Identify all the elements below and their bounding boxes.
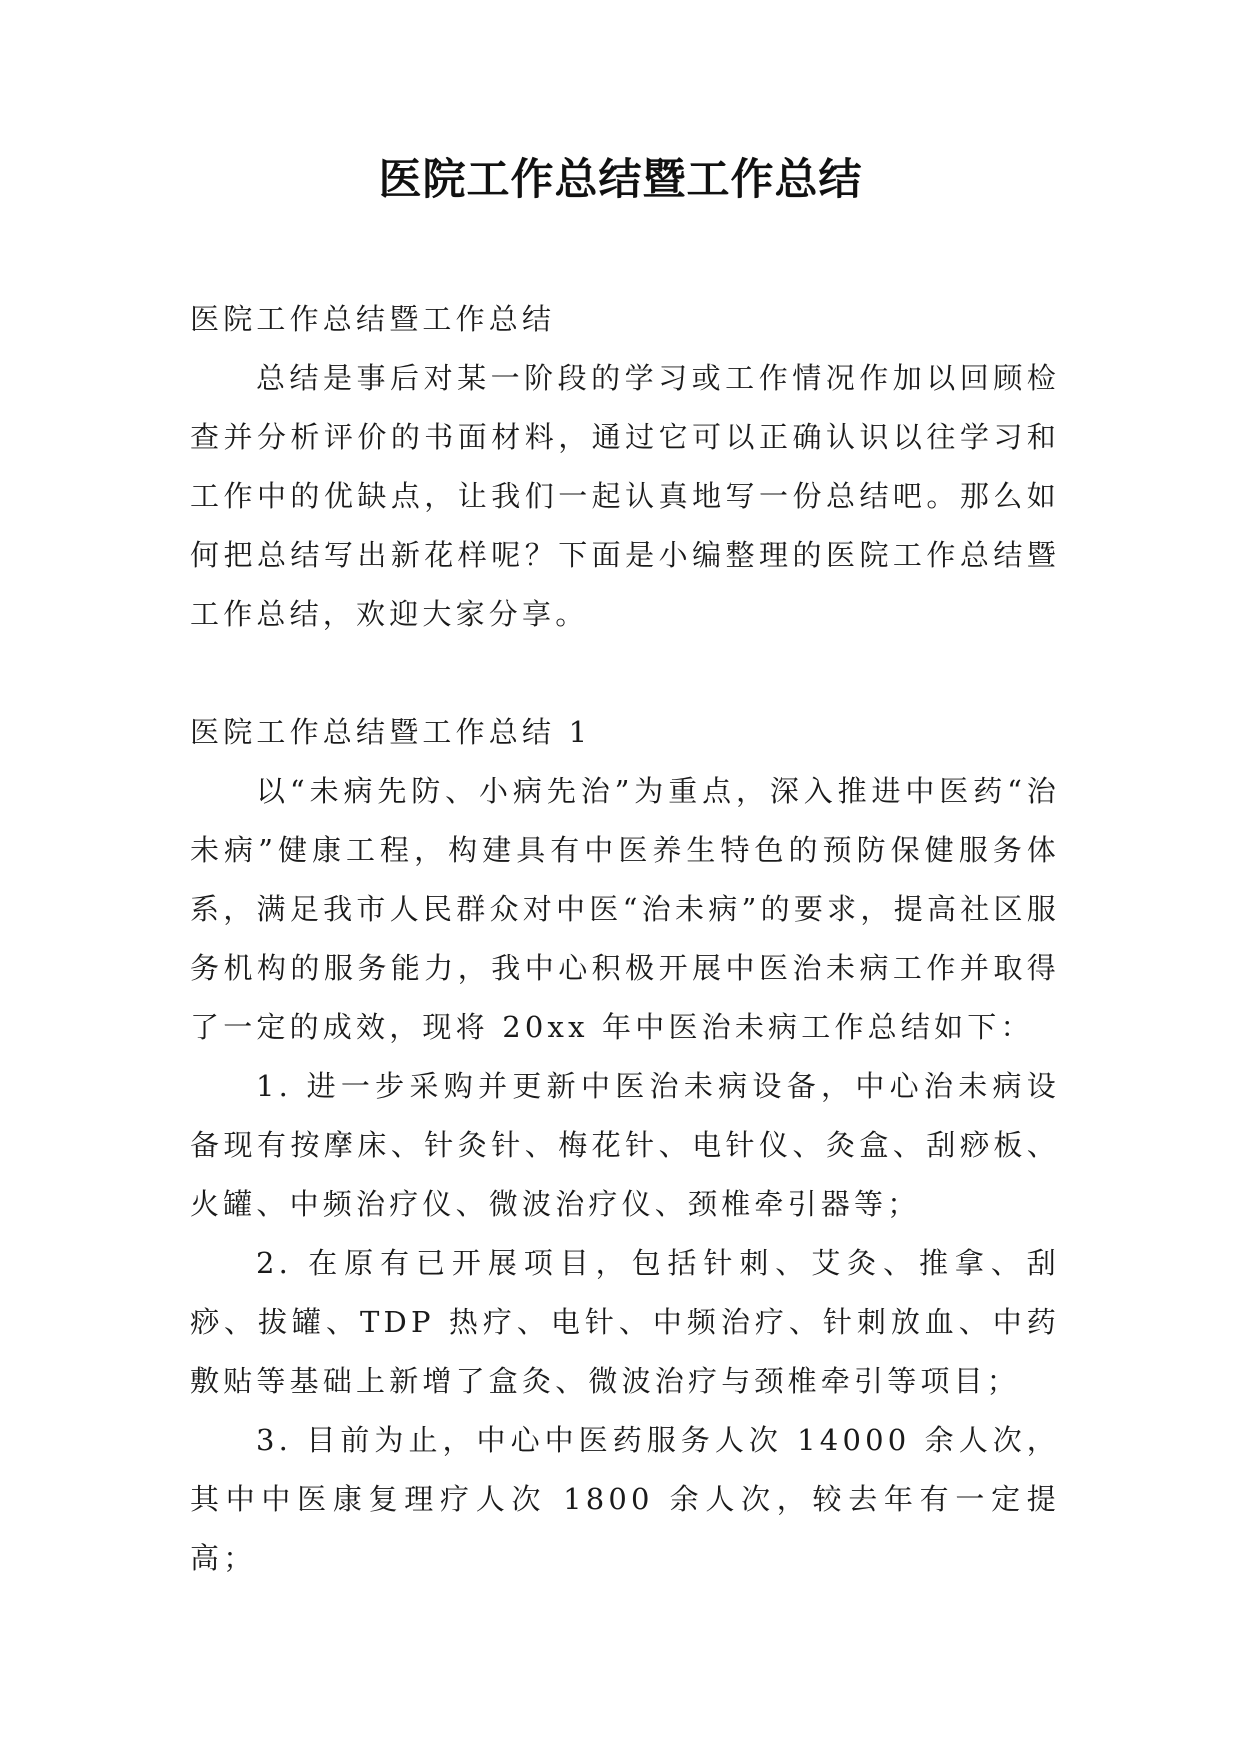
intro-paragraph: 总结是事后对某一阶段的学习或工作情况作加以回顾检查并分析评价的书面材料，通过它可以正确认识以往学习和工作中的优缺点，让我们一起认真地写一份总结吧。那么如何把总结写出新花样呢？下面是小编整理的医院工作总结暨工作总结，欢迎大家分享。 bbox=[190, 361, 1060, 631]
list-item: 2. 在原有已开展项目，包括针刺、艾灸、推拿、刮痧、拔罐、TDP 热疗、电针、中频治疗、针刺放血、中药敷贴等基础上新增了盒灸、微波治疗与颈椎牵引等项目； bbox=[190, 1246, 1060, 1398]
document-body bbox=[190, 290, 1060, 1588]
list-item: 3. 目前为止，中心中医药服务人次 14000 余人次，其中中医康复理疗人次 1800 余人次，较去年有一定提高； bbox=[190, 1423, 1060, 1575]
paragraph-spacer bbox=[190, 644, 1060, 703]
section-intro-paragraph: 以“未病先防、小病先治”为重点，深入推进中医药“治未病”健康工程，构建具有中医养生特色的预防保健服务体系，满足我市人民群众对中医“治未病”的要求，提高社区服务机构的服务能力，我中心积极开展中医治未病工作并取得了一定的成效，现将 20xx 年中医治未病工作总结如下： bbox=[190, 774, 1060, 1044]
document-title: 医院工作总结暨工作总结 bbox=[378, 155, 863, 205]
section-heading: 医院工作总结暨工作总结 1 bbox=[190, 715, 592, 749]
subheading: 医院工作总结暨工作总结 bbox=[190, 302, 556, 336]
list-item: 1. 进一步采购并更新中医治未病设备，中心治未病设备现有按摩床、针灸针、梅花针、电针仪、灸盒、刮痧板、火罐、中频治疗仪、微波治疗仪、颈椎牵引器等； bbox=[190, 1069, 1060, 1221]
